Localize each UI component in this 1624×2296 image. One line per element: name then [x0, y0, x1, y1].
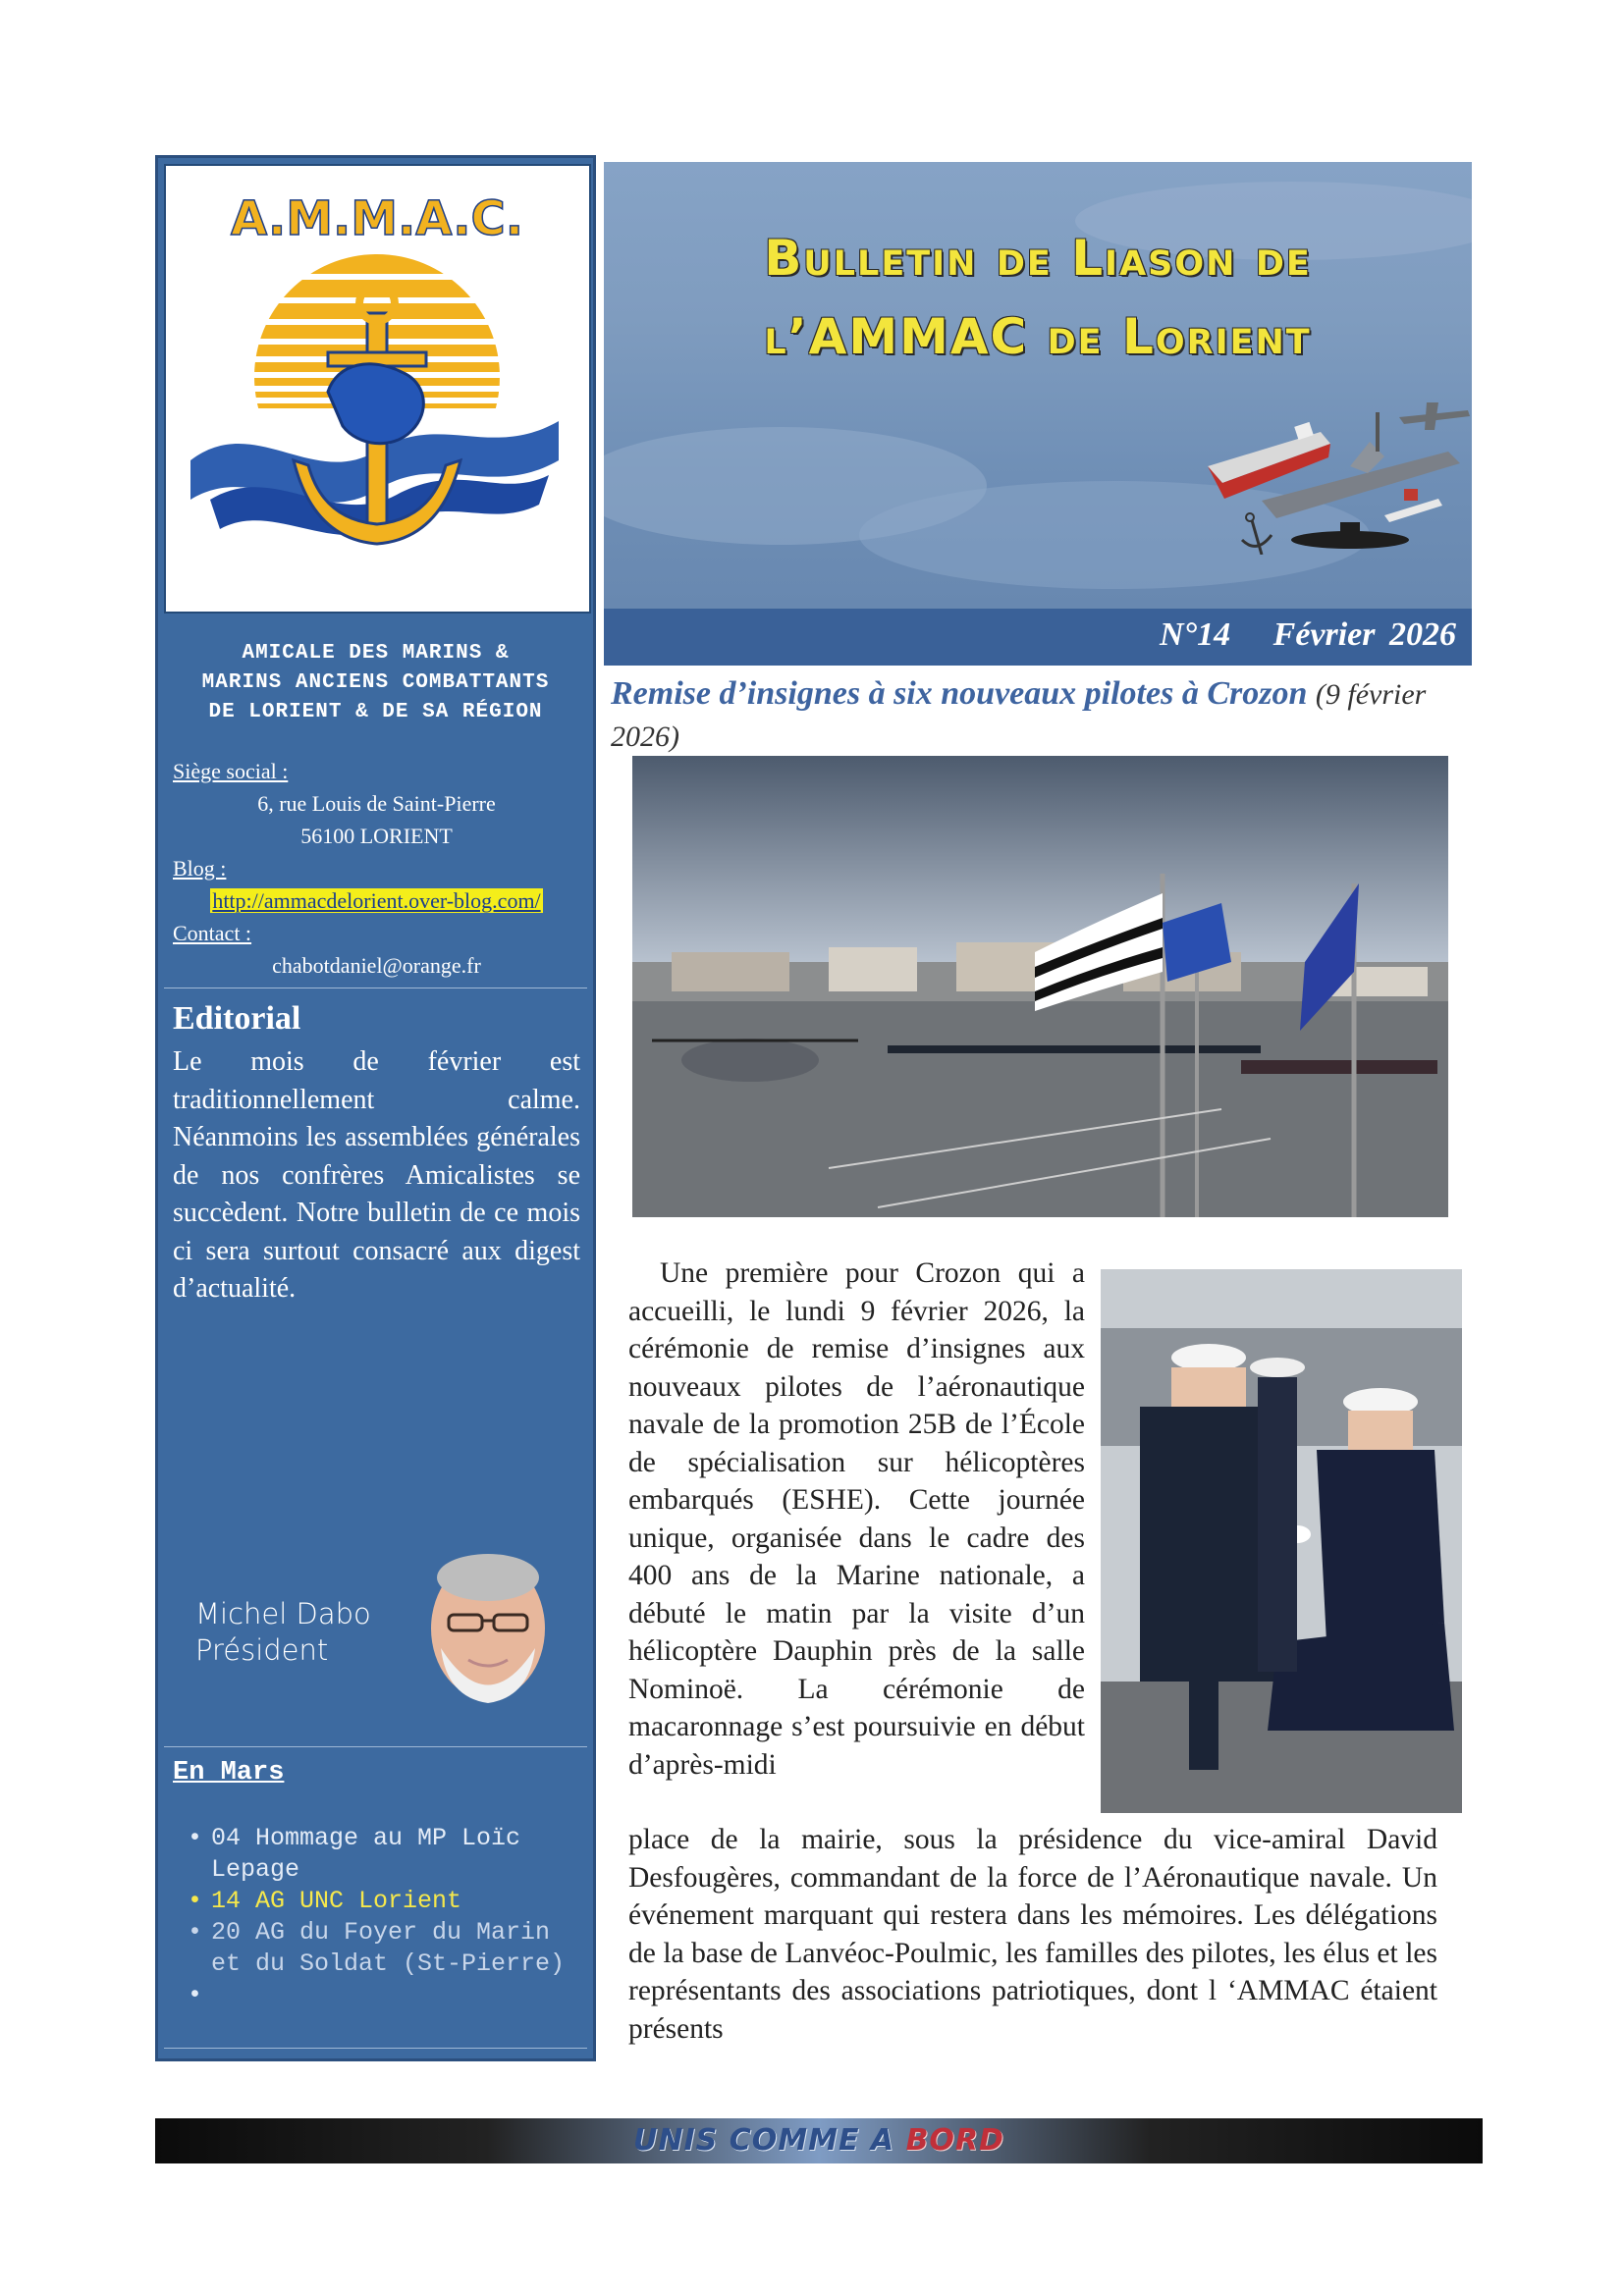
association-name-line2: MARINS ANCIENS COMBATTANTS — [201, 671, 550, 694]
bulletin-title-line1: Bulletin de Liason de — [764, 230, 1312, 287]
event-item: • 20 AG du Foyer du Marin et du Soldat (St-Pierre) — [188, 1917, 580, 1980]
siege-label: Siège social : — [173, 759, 289, 783]
article-date: (9 février 2026) — [611, 678, 1427, 753]
editorial-text: Le mois de février est traditionnellement calme. Néanmoins les assemblées générales de nos confrères Amicalistes se succèdent. Notre bulletin de ce mois ci sera surtout consacré aux digest d’actualité. — [173, 1046, 580, 1304]
bulletin-title-line2: l’AMMAC de Lorient — [764, 308, 1312, 365]
siege-address-line1: 6, rue Louis de Saint-Pierre — [257, 791, 496, 816]
contact-label: Contact : — [173, 921, 252, 945]
association-name-line3: DE LORIENT & DE SA RÉGION — [208, 701, 543, 723]
event-item: • 04 Hommage au MP Loïc Lepage — [188, 1823, 580, 1886]
issue-date: Février 2026 — [1272, 616, 1456, 653]
contact-block — [173, 755, 580, 982]
siege-address-line2: 56100 LORIENT — [300, 824, 453, 848]
ceremony-square-photo — [632, 756, 1448, 1217]
sidebar-divider — [164, 2048, 587, 2049]
event-item: • 14 AG UNC Lorient — [188, 1886, 580, 1917]
contact-email[interactable]: chabotdaniel@orange.fr — [272, 953, 481, 978]
issue-info — [1160, 616, 1456, 654]
blog-link[interactable]: http://ammacdelorient.over-blog.com/ — [212, 888, 541, 913]
en-mars-title: En Mars — [173, 1758, 285, 1788]
president-name: Michel Dabo — [195, 1597, 371, 1630]
footer-slogan — [155, 2123, 1483, 2158]
president-photo — [423, 1550, 553, 1707]
footer-slogan-part1: UNIS COMME A — [633, 2123, 906, 2158]
article-paragraph-1-text: Une première pour Crozon qui a accueilli, le lundi 9 février 2026, la cérémonie de remise d’insignes aux nouveaux pilotes de l’aéronautique navale de la promotion 25B de l’École de spécialisation sur hélicoptères embarqués (ESHE). Cette journée unique, organisée dans le cadre des 400 ans de la Marine nationale, a débuté le matin par la visite d’un hélicoptère Dauphin près de la salle Nominoë. La cérémonie de macaronnage s’est poursuivie en début d’après-midi — [628, 1257, 1085, 1781]
bulletin-title — [604, 219, 1472, 376]
article-headline: Remise d’insignes à six nouveaux pilotes à Crozon — [611, 675, 1308, 712]
footer-slogan-part2: BORD — [905, 2123, 1004, 2158]
article-paragraph-1 — [628, 1255, 1085, 1784]
association-name-line1: AMICALE DES MARINS & — [242, 642, 510, 665]
sidebar-divider — [164, 1746, 587, 1747]
issue-number: N°14 — [1159, 616, 1231, 653]
ammac-logo — [164, 164, 591, 614]
president-role: Président — [195, 1633, 329, 1667]
issue-bar — [604, 609, 1472, 666]
footer-banner — [155, 2118, 1483, 2163]
article-title — [611, 673, 1465, 758]
insignia-ceremony-photo — [1101, 1269, 1462, 1813]
association-name — [158, 639, 593, 727]
header-banner — [604, 162, 1472, 609]
sidebar — [155, 155, 596, 2061]
events-list — [188, 1823, 580, 1980]
blog-label: Blog : — [173, 856, 227, 881]
article-paragraph-2: place de la mairie, sous la présidence du vice-amiral David Desfougères, commandant de la force de l’Aéronautique navale. Un événement marquant qui restera dans les mémoires. Les délégations de la base de Lanvéoc-Poulmic, les familles des pilotes, les élus et les représentants des associations patriotiques, dont l ‘AMMAC étaient présents — [628, 1824, 1437, 2045]
logo-lettering: A.M.M.A.C. — [230, 191, 524, 246]
editorial-title: Editorial — [173, 1000, 301, 1037]
ships-illustration — [1203, 373, 1472, 555]
president-signature — [195, 1596, 371, 1669]
